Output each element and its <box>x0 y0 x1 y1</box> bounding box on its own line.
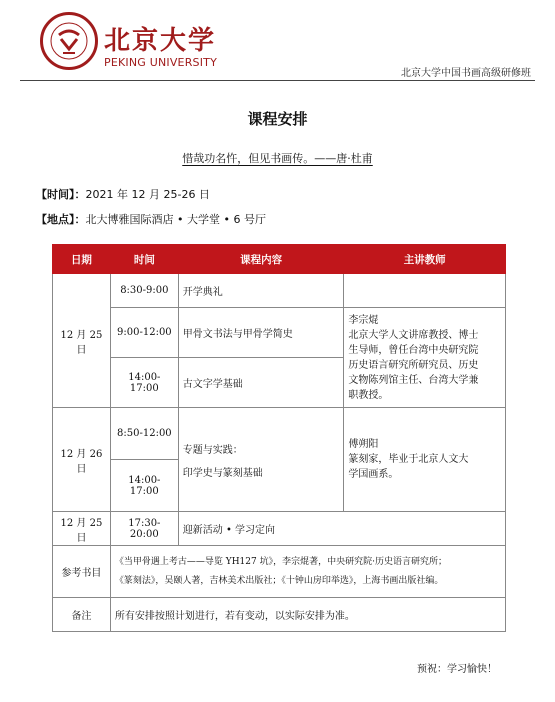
reference-line: 《当甲骨遇上考古——导览 YH127 坑》，李宗焜著，中央研究院·历史语言研究所； <box>114 556 447 567</box>
teacher-line: 学国画系。 <box>348 469 399 480</box>
time-cell: 14:00-17:00 <box>110 460 178 512</box>
teacher-line: 文物陈列馆主任、台湾大学兼 <box>348 374 479 386</box>
content-cell: 古文字学基础 <box>178 358 344 408</box>
place-label: 【地点】： <box>36 213 86 226</box>
content-line: 专题与实践： <box>182 444 243 456</box>
teacher-line: 篆刻家，毕业于北京人文大 <box>348 454 469 465</box>
teacher-line: 历史语言研究所研究员、历史 <box>348 359 479 371</box>
reference-line: 《篆刻法》，吴颐人著，吉林美术出版社；《十钟山房印举选》，上海书画出版社编。 <box>114 575 444 586</box>
teacher-line: 李宗焜 <box>348 314 379 326</box>
teacher-line: 北京大学人文讲席教授、博士 <box>348 329 479 341</box>
table-row <box>53 274 506 308</box>
schedule-table <box>52 244 506 632</box>
logo-english-name: PEKING UNIVERSITY <box>104 56 217 69</box>
time-info <box>36 186 210 202</box>
time-cell: 9:00-12:00 <box>110 308 178 358</box>
note-row <box>53 598 506 632</box>
quote <box>0 150 555 166</box>
place-info <box>36 211 266 227</box>
content-cell: 甲骨文书法与甲骨学简史 <box>178 308 344 358</box>
content-line: 印学史与篆刻基础 <box>182 467 263 479</box>
quote-text: 惜哉功名忤，但见书画传。——唐·杜甫 <box>182 152 373 165</box>
teacher-line: 傅朔阳 <box>348 439 379 450</box>
time-value: 2021 年 12 月 25-26 日 <box>85 188 210 201</box>
logo-chinese-name: 北京大学 <box>104 26 217 56</box>
time-cell: 14:00-17:00 <box>110 358 178 408</box>
date-cell: 12 月 25 日 <box>53 274 111 408</box>
footer-note: 预祝：学习愉快！ <box>417 664 497 675</box>
teacher-line: 生导师，曾任台湾中央研究院 <box>348 344 479 356</box>
teacher-cell <box>344 308 506 408</box>
empty-teacher-cell <box>344 274 506 308</box>
content-cell <box>178 408 344 512</box>
date-cell: 12 月 26 日 <box>53 408 111 512</box>
reference-row <box>53 546 506 598</box>
header-date: 日期 <box>53 245 111 274</box>
program-title: 北京大学中国书画高级研修班 <box>401 68 531 79</box>
header-divider <box>20 80 535 81</box>
university-seal-logo <box>40 12 98 70</box>
content-cell: 开学典礼 <box>178 274 344 308</box>
table-row <box>53 408 506 460</box>
teacher-cell <box>344 408 506 512</box>
time-cell: 8:50-12:00 <box>110 408 178 460</box>
table-row <box>53 512 506 546</box>
date-cell: 12 月 25 日 <box>53 512 111 546</box>
table-row <box>53 308 506 358</box>
note-text: 所有安排按照计划进行，若有变动，以实际安排为准。 <box>110 598 505 632</box>
header-time: 时间 <box>110 245 178 274</box>
teacher-line: 职教授。 <box>348 389 389 401</box>
reference-label: 参考书目 <box>53 546 111 598</box>
header-content: 课程内容 <box>178 245 344 274</box>
header-teacher: 主讲教师 <box>344 245 506 274</box>
page-title: 课程安排 <box>247 110 308 128</box>
table-header-row <box>53 245 506 274</box>
page-header <box>0 0 555 80</box>
reference-cell <box>110 546 505 598</box>
time-label: 【时间】： <box>36 188 86 201</box>
content-cell: 迎新活动 • 学习定向 <box>178 512 505 546</box>
place-value: 北大博雅国际酒店 • 大学堂 • 6 号厅 <box>85 213 266 226</box>
time-cell: 17:30-20:00 <box>110 512 178 546</box>
note-label: 备注 <box>53 598 111 632</box>
time-cell: 8:30-9:00 <box>110 274 178 308</box>
